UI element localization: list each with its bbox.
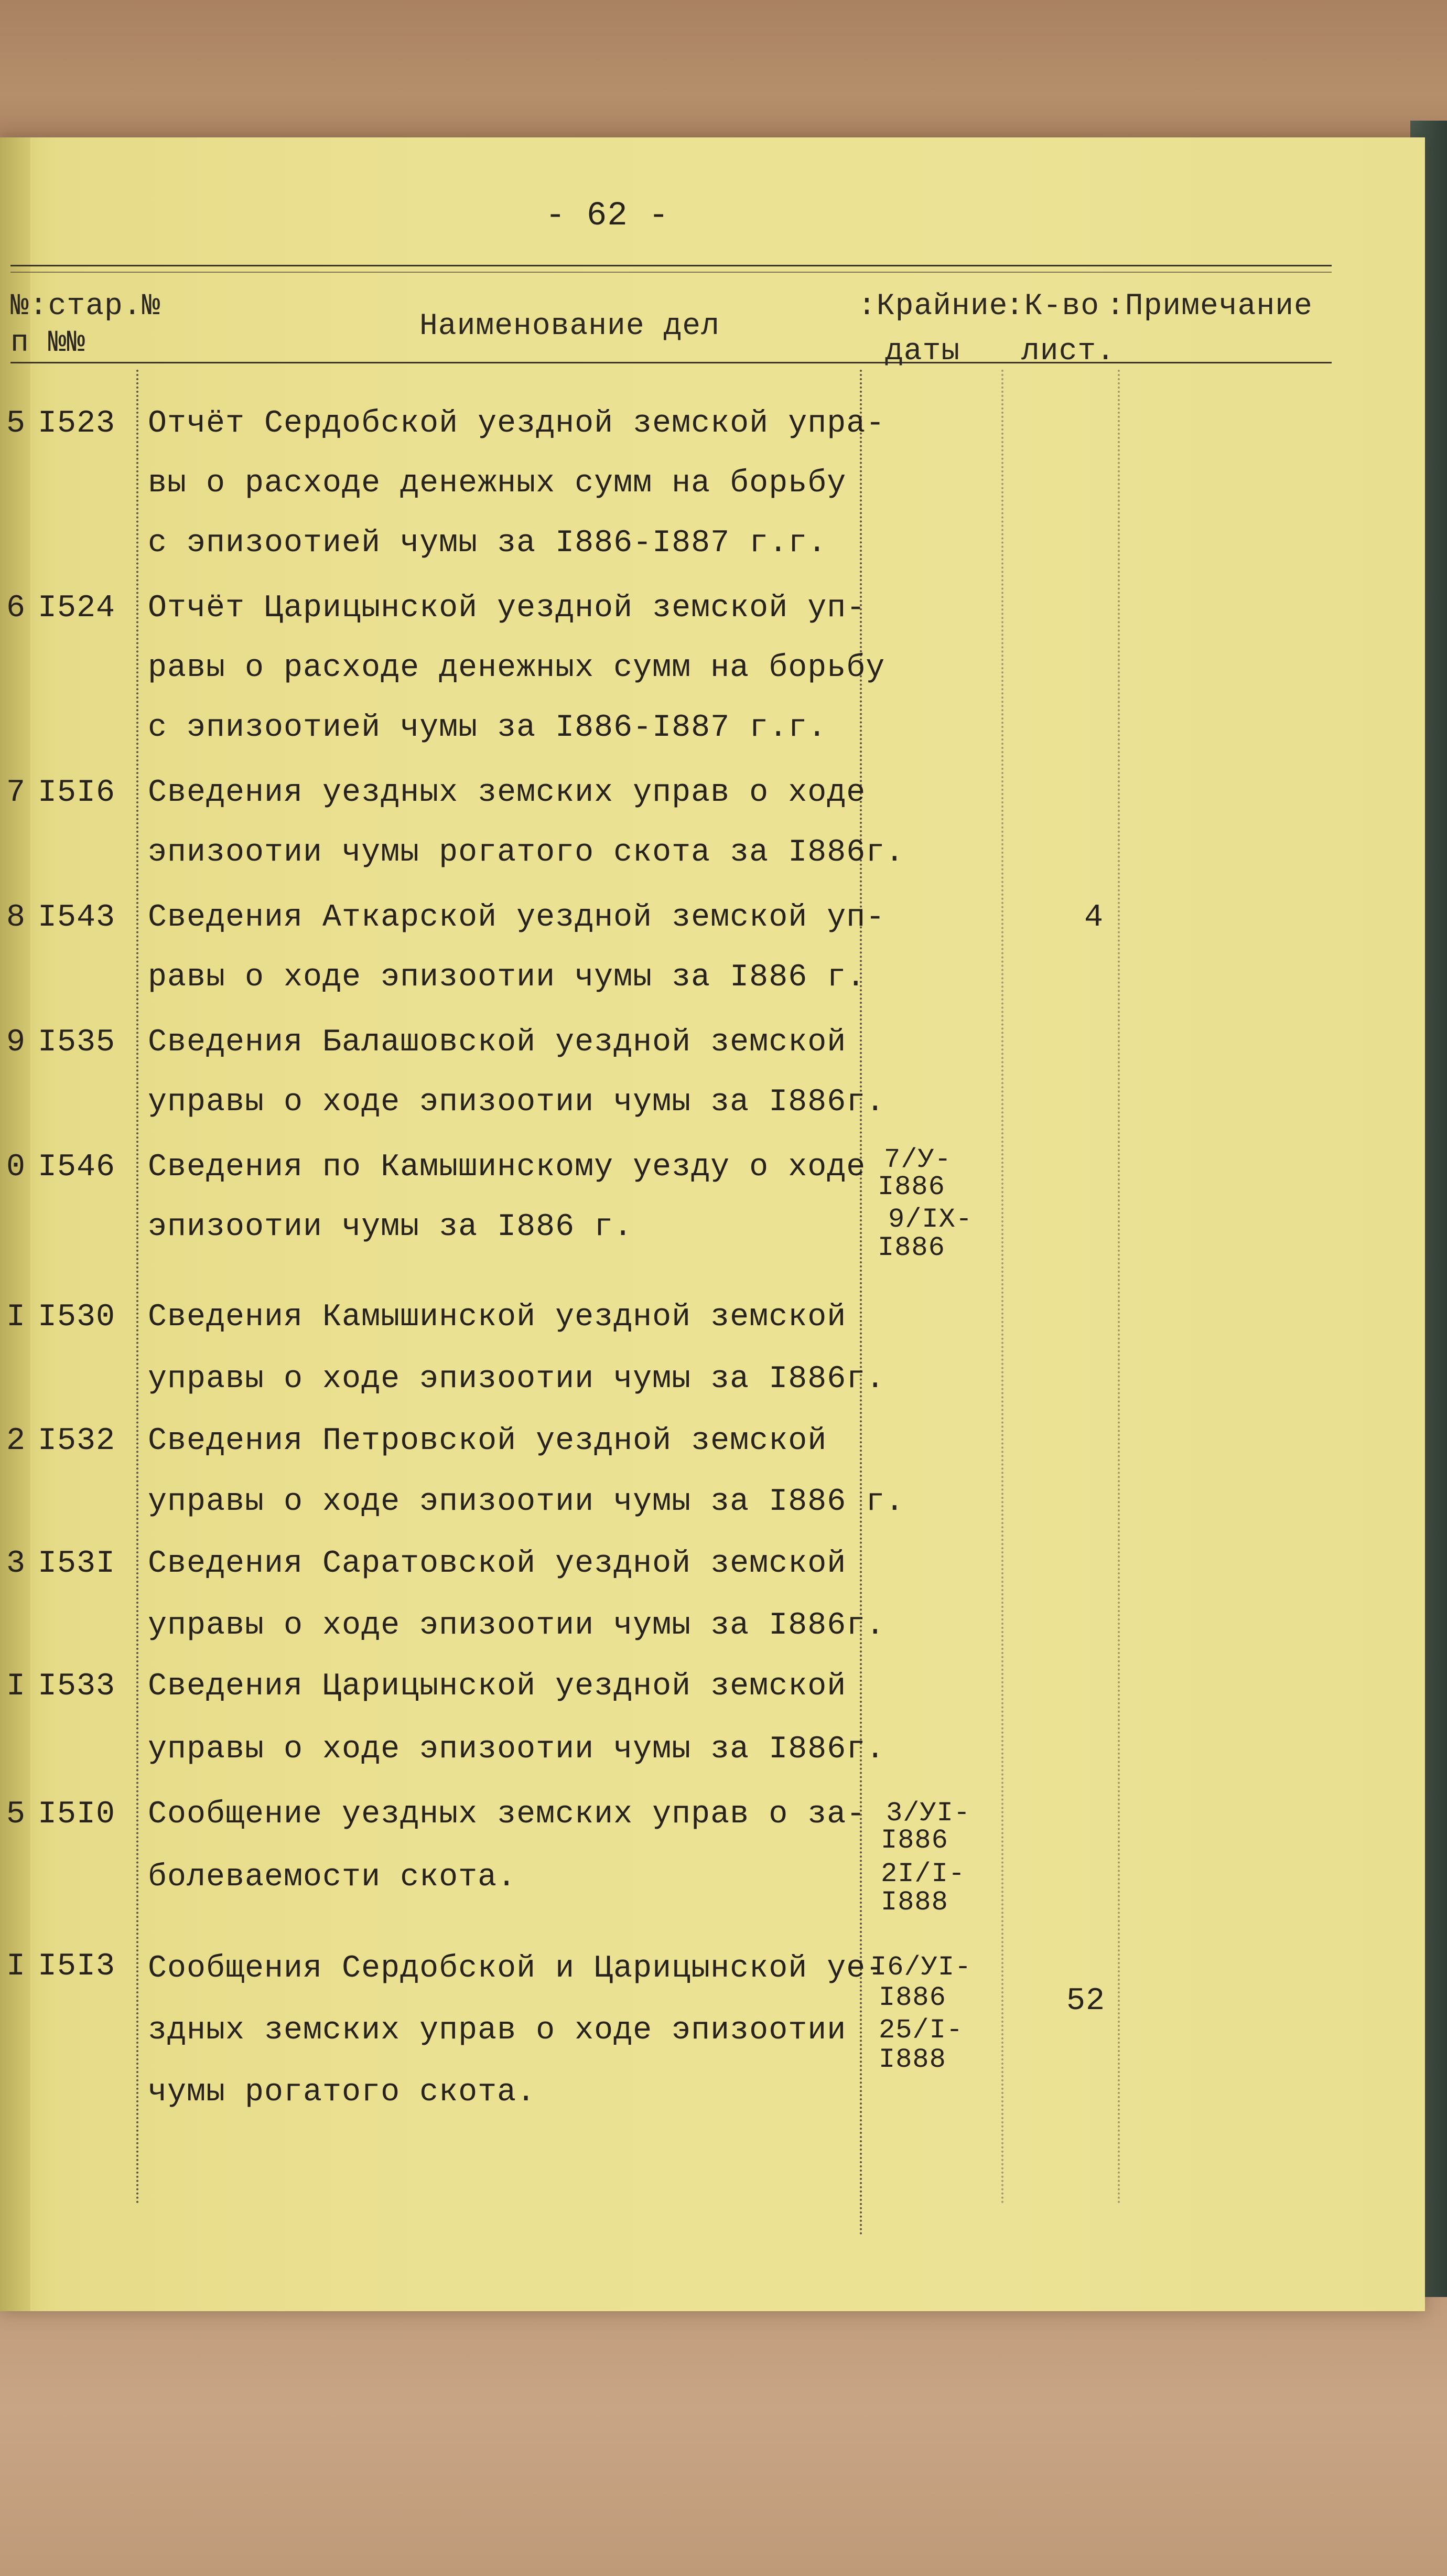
date-range-text: I6/УI- <box>870 1952 972 1983</box>
case-title-line: Сведения Аткарской уездной земской уп- <box>148 900 886 936</box>
header-count-bottom: лист. <box>1021 335 1116 369</box>
old-archive-number: I533 <box>38 1669 116 1704</box>
case-title-line: эпизоотии чумы рогатого скота за I886г. <box>148 835 905 871</box>
case-title-line: равы о ходе эпизоотии чумы за I886 г. <box>148 960 866 995</box>
date-range-text: I886 <box>878 1172 945 1203</box>
row-number: 7 <box>6 775 26 811</box>
header-old-number: №:стар.№ <box>10 289 161 324</box>
old-archive-number: I532 <box>38 1423 116 1459</box>
row-number: 2 <box>6 1423 26 1459</box>
header-dates-bottom: даты <box>885 335 960 369</box>
case-title-line: Сообщения Сердобской и Царицынской уе- <box>148 1951 886 1987</box>
case-title-line: управы о ходе эпизоотии чумы за I886 г. <box>148 1484 905 1520</box>
case-title-line: Сведения Царицынской уездной земской <box>148 1669 847 1704</box>
sheet-count: 52 <box>1066 1983 1106 2019</box>
row-number: I <box>6 1669 26 1704</box>
page-binding-edge <box>0 137 30 2311</box>
row-number: 8 <box>6 900 26 936</box>
row-number: I <box>6 1300 26 1335</box>
old-archive-number: I530 <box>38 1300 116 1335</box>
header-pp-number: п №№ <box>10 326 86 360</box>
old-archive-number: I5I3 <box>38 1949 116 1984</box>
row-number: 3 <box>6 1546 26 1582</box>
header-top-rule-2 <box>10 272 1332 273</box>
row-number: 9 <box>6 1025 26 1060</box>
date-range-text: 2I/I- <box>881 1859 966 1890</box>
old-archive-number: I53I <box>38 1546 116 1582</box>
column-separator-count <box>1001 370 1003 2205</box>
case-title-line: управы о ходе эпизоотии чумы за I886г. <box>148 1085 886 1120</box>
row-number: 5 <box>6 406 26 442</box>
case-title-line: Сведения Камышинской уездной земской <box>148 1300 847 1335</box>
header-note: :Примечание <box>1106 289 1313 324</box>
case-title-line: эпизоотии чумы за I886 г. <box>148 1209 633 1245</box>
case-title-line: Сведения Балашовской уездной земской <box>148 1025 847 1060</box>
old-archive-number: I546 <box>38 1150 116 1185</box>
sheet-count: 4 <box>1084 900 1104 936</box>
header-count-top: :К-во <box>1006 289 1100 324</box>
header-dates-top: :Крайние <box>858 289 1008 324</box>
header-bottom-rule <box>10 362 1332 363</box>
case-title-line: Отчёт Сердобской уездной земской упра- <box>148 406 886 442</box>
case-title-line: Сведения Саратовской уездной земской <box>148 1546 847 1582</box>
date-range-text: I886 <box>878 1232 945 1263</box>
case-title-line: Сведения Петровской уездной земской <box>148 1423 827 1459</box>
page-number: - 62 - <box>545 197 669 235</box>
case-title-line: управы о ходе эпизоотии чумы за I886г. <box>148 1732 886 1767</box>
old-archive-number: I523 <box>38 406 116 442</box>
case-title-line: равы о расходе денежных сумм на борьбу <box>148 650 886 686</box>
header-title: Наименование дел <box>419 309 720 344</box>
table-surface-top <box>0 0 1447 157</box>
case-title-line: с эпизоотией чумы за I886-I887 г.г. <box>148 710 827 746</box>
date-range-text: 7/У- <box>884 1144 952 1175</box>
case-title-line: Сведения по Камышинскому уезду о ходе <box>148 1150 866 1185</box>
case-title-line: болеваемости скота. <box>148 1860 517 1895</box>
date-range-text: I886 <box>879 1982 946 2013</box>
old-archive-number: I535 <box>38 1025 116 1060</box>
column-separator-note <box>1118 370 1120 2205</box>
table-surface-bottom <box>0 2297 1447 2576</box>
date-range-text: 25/I- <box>879 2015 964 2046</box>
case-title-line: чумы рогатого скота. <box>148 2075 536 2110</box>
date-range-text: 9/IX- <box>888 1204 973 1235</box>
old-archive-number: I5I0 <box>38 1797 116 1832</box>
header-top-rule <box>10 265 1332 266</box>
case-title-line: Сведения уездных земских управ о ходе <box>148 775 866 811</box>
date-range-text: I888 <box>881 1887 948 1918</box>
row-number: 5 <box>6 1797 26 1832</box>
case-title-line: с эпизоотией чумы за I886-I887 г.г. <box>148 525 827 561</box>
case-title-line: вы о расходе денежных сумм на борьбу <box>148 466 847 501</box>
old-archive-number: I5I6 <box>38 775 116 811</box>
date-range-text: 3/УI- <box>886 1798 971 1829</box>
row-number: I <box>6 1949 26 1984</box>
date-range-text: I886 <box>881 1825 948 1856</box>
case-title-line: управы о ходе эпизоотии чумы за I886г. <box>148 1608 886 1644</box>
column-separator-left <box>136 370 138 2205</box>
date-range-text: I888 <box>879 2044 946 2075</box>
case-title-line: здных земских управ о ходе эпизоотии <box>148 2013 847 2048</box>
case-title-line: Отчёт Царицынской уездной земской уп- <box>148 591 866 626</box>
old-archive-number: I524 <box>38 591 116 626</box>
row-number: 0 <box>6 1150 26 1185</box>
row-number: 6 <box>6 591 26 626</box>
case-title-line: Сообщение уездных земских управ о за- <box>148 1797 866 1832</box>
case-title-line: управы о ходе эпизоотии чумы за I886г. <box>148 1361 886 1397</box>
old-archive-number: I543 <box>38 900 116 936</box>
